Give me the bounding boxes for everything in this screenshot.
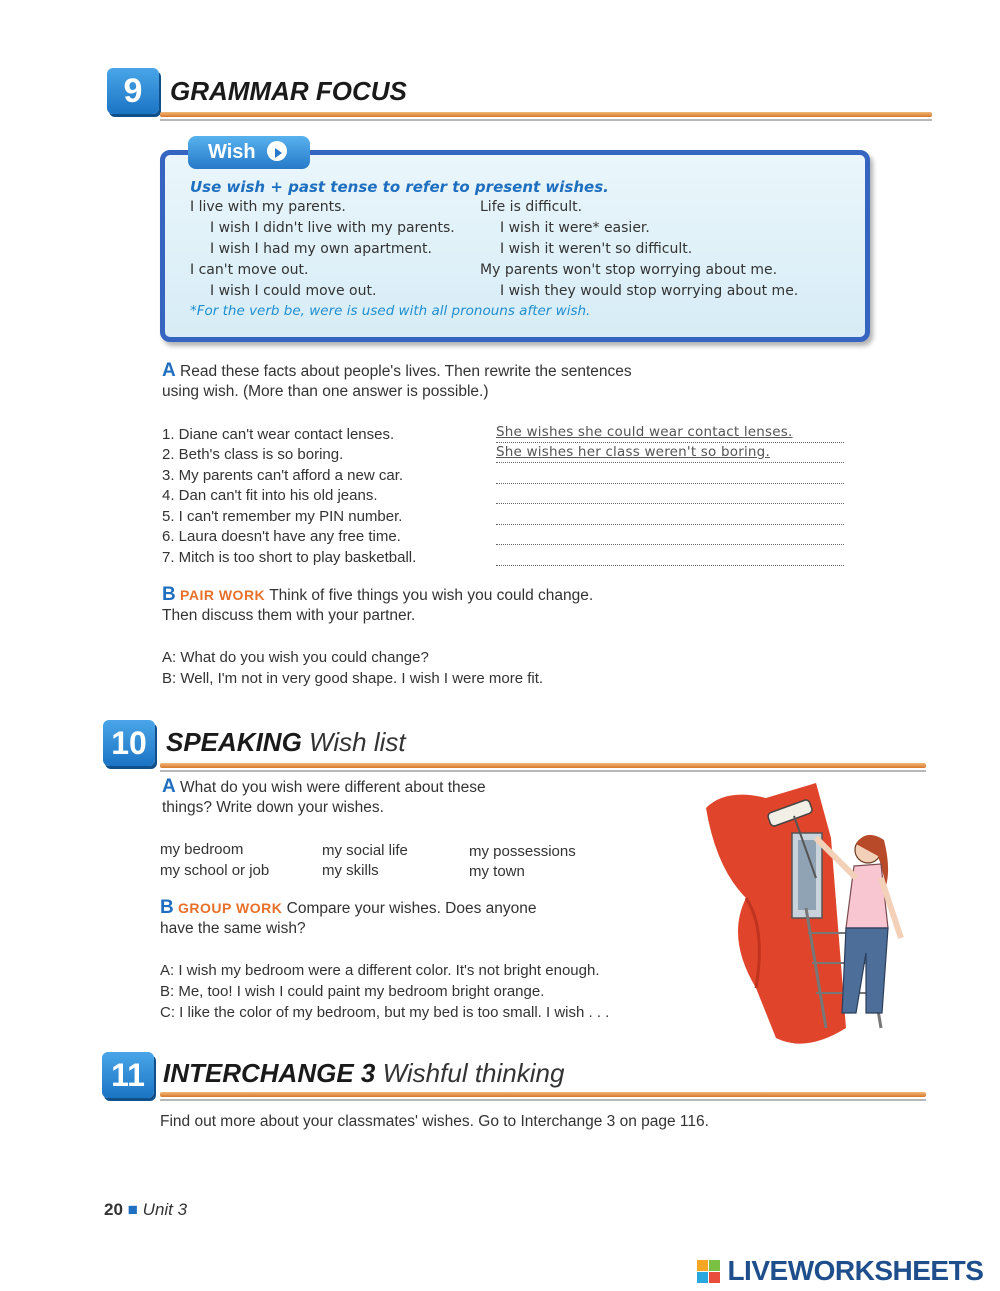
dialog-line-b: B: Me, too! I wish I could paint my bedroom bright orange. (160, 983, 545, 1000)
grammar-tab-label: Wish (208, 141, 256, 163)
footer-separator-icon: ■ (127, 1200, 138, 1219)
section-rule (160, 1092, 926, 1097)
section-subtitle-wish-list: Wish list (309, 727, 406, 757)
grammar-right-3: I wish it weren't so difficult. (500, 241, 693, 257)
answer-field-5[interactable] (496, 506, 844, 525)
topic-my-town: my town (469, 863, 525, 880)
exercise-9b-instructions (162, 585, 593, 626)
exercise-item-2: 2. Beth's class is so boring. (162, 446, 344, 463)
section-title-interchange (163, 1058, 564, 1089)
dialog-line-c: C: I like the color of my bedroom, but my bed is too small. I wish . . . (160, 1004, 610, 1021)
exercise-10b-instructions (160, 898, 537, 939)
answer-field-2[interactable]: She wishes her class weren't so boring. (496, 444, 844, 463)
grammar-left-1: I live with my parents. (190, 199, 346, 215)
exercise-item-1: 1. Diane can't wear contact lenses. (162, 426, 395, 443)
answer-field-4[interactable] (496, 485, 844, 504)
exercise-10a-instructions (162, 777, 486, 818)
exercise-item-5: 5. I can't remember my PIN number. (162, 508, 403, 525)
exercise-item-6: 6. Laura doesn't have any free time. (162, 528, 401, 545)
section-number-9: 9 (107, 68, 159, 114)
exercise-letter-b: B (162, 584, 176, 605)
grammar-note: *For the verb be, were is used with all pronouns after wish. (190, 303, 591, 319)
section-title-interchange-main: INTERCHANGE 3 (163, 1058, 376, 1088)
play-icon[interactable] (267, 141, 287, 161)
dialog-line-a: A: I wish my bedroom were a different color. It's not bright enough. (160, 962, 600, 979)
section-title-speaking (166, 727, 406, 758)
section-rule-shadow (160, 770, 926, 772)
section-number-10: 10 (103, 720, 155, 766)
exercise-item-7: 7. Mitch is too short to play basketball. (162, 549, 417, 566)
brand-name: LIVEWORKSHEETS (727, 1255, 984, 1286)
exercise-item-3: 3. My parents can't afford a new car. (162, 467, 404, 484)
exercise-item-4: 4. Dan can't fit into his old jeans. (162, 487, 378, 504)
liveworksheets-logo (697, 1255, 983, 1287)
grammar-right-2: I wish it were* easier. (500, 220, 650, 236)
painting-illustration (706, 778, 916, 1053)
grammar-left-2: I wish I didn't live with my parents. (210, 220, 455, 236)
topic-possessions: my possessions (469, 843, 576, 860)
exercise-10a-text1: What do you wish were different about these (180, 779, 486, 796)
grammar-rule: Use wish + past tense to refer to present wishes. (190, 178, 609, 196)
exercise-letter-a: A (162, 360, 176, 381)
group-work-tag: GROUP WORK (178, 900, 283, 916)
exercise-9b-text2: Then discuss them with your partner. (162, 607, 416, 624)
grammar-right-4: My parents won't stop worrying about me. (480, 262, 778, 278)
section-rule-shadow (160, 119, 932, 121)
section-title-grammar-focus: GRAMMAR FOCUS (170, 76, 407, 106)
section-rule (160, 763, 926, 768)
exercise-letter-a: A (162, 776, 176, 797)
section-number-11: 11 (102, 1052, 154, 1098)
exercise-letter-b: B (160, 897, 174, 918)
pair-work-tag: PAIR WORK (180, 587, 266, 603)
dialog-line-b: B: Well, I'm not in very good shape. I wish I were more fit. (162, 670, 544, 687)
exercise-9b-text1: Think of five things you wish you could change. (269, 587, 594, 604)
unit-label: Unit 3 (142, 1200, 188, 1219)
logo-icon (697, 1260, 720, 1283)
answer-field-7[interactable] (496, 547, 844, 566)
exercise-9a-text1: Read these facts about people's lives. Then rewrite the sentences (180, 363, 632, 380)
dialog-line-a: A: What do you wish you could change? (162, 649, 429, 666)
exercise-10b-text2: have the same wish? (160, 920, 306, 937)
interchange-text: Find out more about your classmates' wishes. Go to Interchange 3 on page 116. (160, 1113, 709, 1130)
page-number: 20 (104, 1200, 123, 1219)
exercise-9a-text2: using wish. (More than one answer is possible.) (162, 383, 489, 400)
exercise-10a-text2: things? Write down your wishes. (162, 799, 384, 816)
grammar-right-5: I wish they would stop worrying about me. (500, 283, 799, 299)
section-rule-shadow (160, 1099, 926, 1101)
topic-school-or-job: my school or job (160, 862, 270, 879)
section-rule (160, 112, 932, 117)
grammar-left-4: I can't move out. (190, 262, 309, 278)
page-footer (104, 1200, 187, 1220)
exercise-10b-text1: Compare your wishes. Does anyone (286, 900, 537, 917)
answer-field-1[interactable]: She wishes she could wear contact lenses. (496, 424, 844, 443)
topic-social-life: my social life (322, 842, 408, 859)
section-title-speaking-main: SPEAKING (166, 727, 302, 757)
section-subtitle-wishful-thinking: Wishful thinking (382, 1058, 565, 1088)
topic-skills: my skills (322, 862, 379, 879)
grammar-left-5: I wish I could move out. (210, 283, 377, 299)
answer-field-6[interactable] (496, 526, 844, 545)
grammar-left-3: I wish I had my own apartment. (210, 241, 432, 257)
grammar-right-1: Life is difficult. (480, 199, 583, 215)
exercise-9a-instructions (162, 361, 632, 402)
topic-my-bedroom: my bedroom (160, 841, 244, 858)
answer-field-3[interactable] (496, 465, 844, 484)
grammar-tab (188, 136, 310, 169)
